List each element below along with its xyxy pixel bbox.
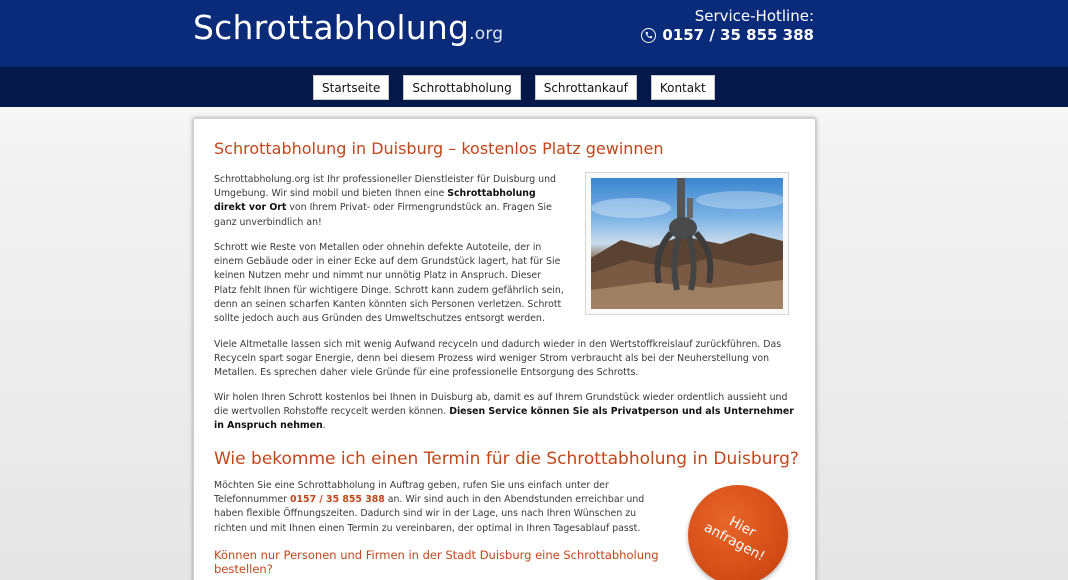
nav-item-schrottabholung[interactable]: Schrottabholung bbox=[403, 75, 520, 100]
appointment-phone-link[interactable]: 0157 / 35 855 388 bbox=[290, 494, 385, 506]
intro-paragraph bbox=[214, 173, 566, 230]
service-hotline bbox=[641, 7, 814, 45]
scrap-excavator-image bbox=[585, 172, 789, 315]
hotline-number: 0157 / 35 855 388 bbox=[662, 26, 814, 44]
content-panel bbox=[193, 118, 816, 580]
nav-item-schrottankauf[interactable]: Schrottankauf bbox=[535, 75, 637, 100]
logo-text: Schrottabholung bbox=[193, 8, 470, 47]
appointment-text-end: an. Wir sind auch in den Abendstunden erreichbar und haben flexible Öffnungszeiten. Dadurch sind wir in der Lage, uns nach Ihren Wünschen zu richten und mit Ihnen einen Termin zu vereinbaren, der optimal in Ihren Tagesablauf passt. bbox=[214, 494, 645, 534]
intro-text-end: von Ihrem Privat- oder Firmengrundstück an. Fragen Sie ganz unverbindlich an! bbox=[214, 202, 552, 228]
nav-item-startseite[interactable]: Startseite bbox=[313, 75, 389, 100]
appointment-text-start: Möchten Sie eine Schrottabholung in Auftrag geben, rufen Sie uns einfach unter der Telefonnummer bbox=[214, 480, 609, 506]
scrap-photo bbox=[591, 178, 783, 309]
nav-item-kontakt[interactable]: Kontakt bbox=[651, 75, 715, 100]
paragraph-scrap-problem: Schrott wie Reste von Metallen oder ohnehin defekte Autoteile, der in einem Gebäude oder in einer Ecke auf dem Grundstück lagert, hat für Sie keinen Nutzen mehr und nimmt nur unnötig Platz in Anspruch. Dieser Platz fehlt Ihnen für wichtigere Dinge. Schrott kann zudem gefährlich sein, denn an seinen scharfen Kanten könnten sich Personen verletzen. Schrott sollte jedoch auch aus Gründen des Umweltschutzes entsorgt werden. bbox=[214, 242, 564, 325]
paragraph-pickup-service bbox=[214, 391, 794, 434]
main-navigation bbox=[0, 67, 1068, 107]
pickup-text: Wir holen Ihren Schrott kostenlos bei Ihnen in Duisburg ab, damit es auf Ihrem Grundstück wieder ordentlich aussieht und die wertvollen Rohstoffe recycelt werden können. bbox=[214, 392, 788, 418]
logo-tld: .org bbox=[469, 24, 504, 44]
intro-text-start: Schrottabholung.org ist Ihr professioneller Dienstleister für Duisburg und Umgebung. Wir sind mobil und bieten Ihnen eine bbox=[214, 174, 556, 200]
site-logo[interactable] bbox=[193, 8, 503, 47]
nav-menu bbox=[313, 75, 715, 100]
request-badge-label: Hier anfragen! bbox=[701, 513, 768, 565]
intro-highlight: Schrottabholung direkt vor Ort bbox=[214, 188, 536, 214]
site-header bbox=[0, 0, 1068, 67]
paragraph-recycling: Viele Altmetalle lassen sich mit wenig Aufwand recyceln und dadurch wieder in den Wertstoffkreislauf zurückführen. Das Recyceln spart sogar Energie, denn bei diesem Prozess wird weniger Strom verbraucht als bei der Neuherstellung von Metallen. Es sprechen daher viele Gründe für eine professionelle Entsorgung des Schrotts. bbox=[214, 339, 782, 379]
pickup-text-end: . bbox=[322, 420, 326, 432]
paragraph-appointment bbox=[214, 479, 669, 536]
hotline-number-row[interactable] bbox=[641, 25, 814, 45]
section-heading-appointment: Wie bekomme ich einen Termin für die Schrottabholung in Duisburg? bbox=[214, 449, 799, 469]
page-title: Schrottabholung in Duisburg – kostenlos Platz gewinnen bbox=[214, 139, 664, 158]
pickup-highlight: Diesen Service können Sie als Privatperson und als Unternehmer in Anspruch nehmen bbox=[214, 406, 794, 432]
request-badge-button[interactable] bbox=[688, 485, 788, 580]
section-subheading-area: Können nur Personen und Firmen in der Stadt Duisburg eine Schrottabholung bestellen? bbox=[214, 548, 659, 576]
hotline-label: Service-Hotline: bbox=[694, 7, 814, 25]
phone-icon bbox=[641, 28, 656, 43]
